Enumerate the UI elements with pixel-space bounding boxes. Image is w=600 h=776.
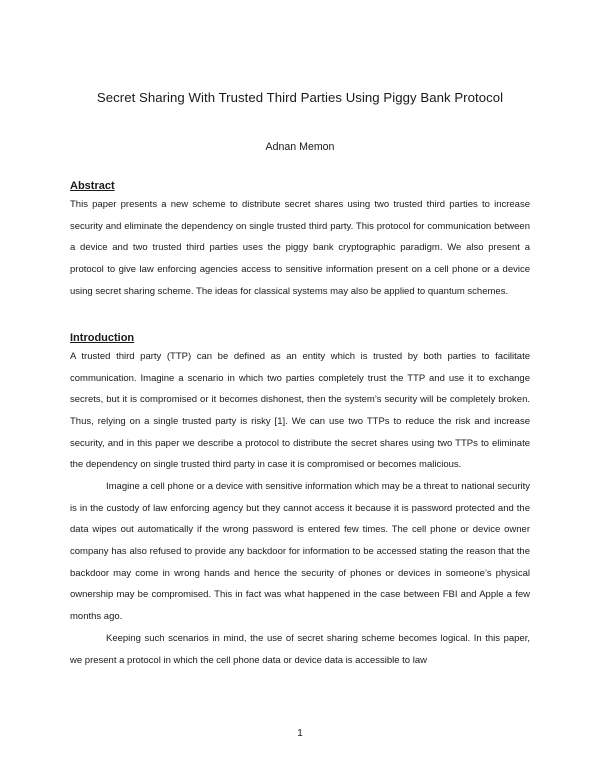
introduction-paragraph-1: A trusted third party (TTP) can be defined as an entity which is trusted by both parties to facilitate communication. Imagine a scenario in which two parties completely trust the TTP and use it to exchange secrets, but it is compromised or it becomes dishonest, then the system’s security will be completely broken. Thus, relying on a single trusted party is risky [1]. We can use two TTPs to reduce the risk and increase security, and in this paper we describe a protocol to distribute the secret shares using two TTPs to eliminate the dependency on single trusted third party in case it is compromised or becomes malicious. <box>70 351 530 471</box>
introduction-paragraph-3: Keeping such scenarios in mind, the use of secret sharing scheme becomes logical. In this paper, we present a protocol in which the cell phone data or device data is accessible to law <box>70 633 530 666</box>
author-name: Adnan Memon <box>265 141 335 153</box>
page-number: 1 <box>297 728 303 739</box>
paper-title: Secret Sharing With Trusted Third Parties Using Piggy Bank Protocol <box>96 90 504 105</box>
abstract-paragraph: This paper presents a new scheme to distribute secret shares using two trusted third parties to increase security and eliminate the dependency on single trusted third party. This protocol for communication between a device and two trusted third parties uses the piggy bank cryptographic paradigm. We also present a protocol to give law enforcing agencies access to sensitive information present on a cell phone or a device using secret sharing scheme. The ideas for classical systems may also be applied to quantum schemes. <box>70 199 530 297</box>
introduction-paragraph-2: Imagine a cell phone or a device with sensitive information which may be a threat to national security is in the custody of law enforcing agency but they cannot access it because it is password protected and the data wipes out automatically if the wrong password is entered few times. The cell phone or device owner company has also refused to provide any backdoor for information to be accessed stating the reason that the backdoor may come in wrong hands and hence the security of phones or devices in someone’s physical ownership may be compromised. This in fact was what happened in the case between FBI and Apple a few months ago. <box>70 481 530 622</box>
abstract-heading: Abstract <box>70 180 115 192</box>
introduction-heading: Introduction <box>70 332 135 344</box>
